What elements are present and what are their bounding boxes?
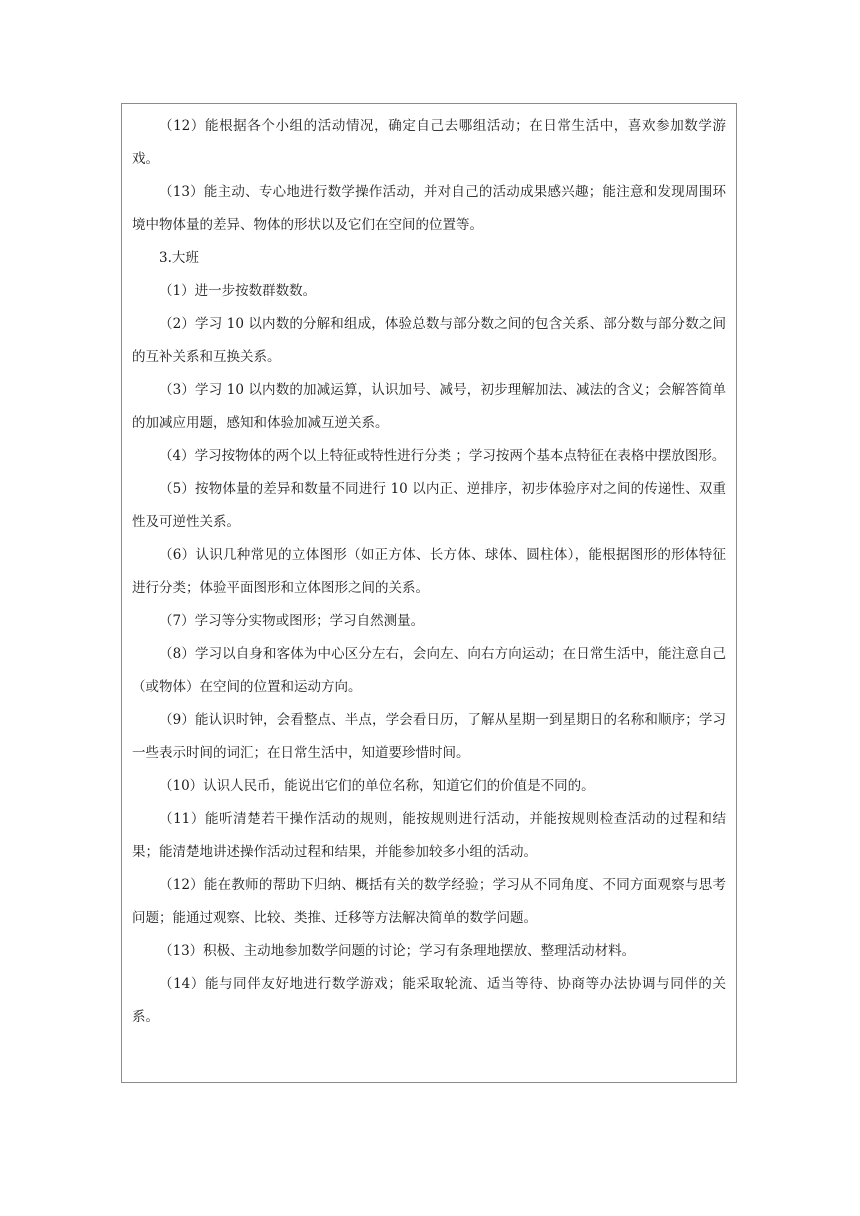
paragraph-senior-5: （5）按物体量的差异和数量不同进行 10 以内正、逆排序，初步体验序对之间的传递性、双重性及可逆性关系。 xyxy=(132,481,726,530)
paragraph-senior-13: （13）积极、主动地参加数学问题的讨论；学习有条理地摆放、整理活动材料。 xyxy=(159,943,636,959)
paragraph-middle-12: （12）能根据各个小组的活动情况，确定自己去哪组活动；在日常生活中，喜欢参加数学游戏。 xyxy=(132,118,726,167)
paragraph-senior-8: （8）学习以自身和客体为中心区分左右，会向左、向右方向运动；在日常生活中，能注意自己（或物体）在空间的位置和运动方向。 xyxy=(132,646,726,695)
document-table-cell xyxy=(121,103,737,1083)
paragraph-senior-9: （9）能认识时钟，会看整点、半点，学会看日历，了解从星期一到星期日的名称和顺序；学习一些表示时间的词汇；在日常生活中，知道要珍惜时间。 xyxy=(132,712,726,761)
paragraph-middle-13: （13）能主动、专心地进行数学操作活动，并对自己的活动成果感兴趣；能注意和发现周围环境中物体量的差异、物体的形状以及它们在空间的位置等。 xyxy=(132,184,726,233)
paragraph-senior-4: （4）学习按物体的两个以上特征或特性进行分类 ；学习按两个基本点特征在表格中摆放图形。 xyxy=(159,448,726,464)
paragraph-senior-1: （1）进一步按数群数数。 xyxy=(159,283,317,299)
paragraph-senior-6: （6）认识几种常见的立体图形（如正方体、长方体、球体、圆柱体），能根据图形的形体特征进行分类；体验平面图形和立体图形之间的关系。 xyxy=(132,547,726,596)
paragraph-senior-12: （12）能在教师的帮助下归纳、概括有关的数学经验；学习从不同角度、不同方面观察与思考问题；能通过观察、比较、类推、迁移等方法解决简单的数学问题。 xyxy=(132,877,726,926)
paragraph-senior-2: （2）学习 10 以内数的分解和组成，体验总数与部分数之间的包含关系、部分数与部分数之间的互补关系和互换关系。 xyxy=(132,316,726,365)
section-heading-senior-class: 3.大班 xyxy=(159,250,199,266)
paragraph-senior-3: （3）学习 10 以内数的加减运算，认识加号、减号，初步理解加法、减法的含义；会解答简单的加减应用题，感知和体验加减互逆关系。 xyxy=(132,382,726,431)
paragraph-senior-10: （10）认识人民币，能说出它们的单位名称，知道它们的价值是不同的。 xyxy=(159,778,595,794)
paragraph-senior-11: （11）能听清楚若干操作活动的规则，能按规则进行活动，并能按规则检查活动的过程和结果；能清楚地讲述操作活动过程和结果，并能参加较多小组的活动。 xyxy=(132,811,726,860)
paragraph-senior-7: （7）学习等分实物或图形；学习自然测量。 xyxy=(159,613,425,629)
paragraph-senior-14: （14）能与同伴友好地进行数学游戏；能采取轮流、适当等待、协商等办法协调与同伴的关系。 xyxy=(132,976,726,1025)
